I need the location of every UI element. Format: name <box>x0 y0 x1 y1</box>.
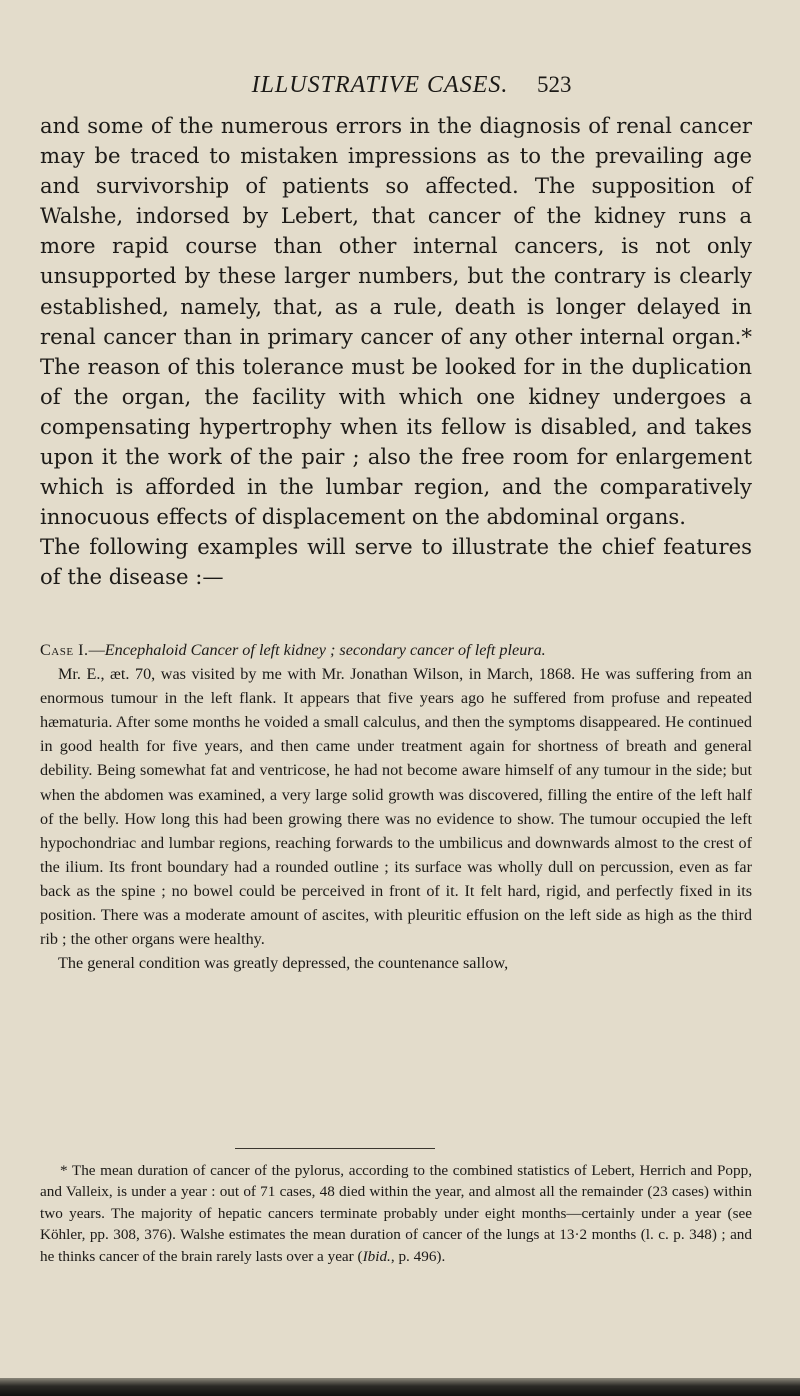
footnote <box>40 1160 752 1267</box>
page-number: 523 <box>537 72 572 97</box>
main-text <box>40 111 752 593</box>
case-paragraph: The general condition was greatly depressed, the countenance sallow, <box>58 954 509 973</box>
case-title: Encephaloid Cancer of left kidney ; secondary cancer of left pleura. <box>104 641 546 659</box>
case-dash: — <box>88 641 105 659</box>
paragraph: and some of the numerous errors in the diagnosis of renal cancer may be traced to mistaken impressions as to the prevailing age and survivorship of patients so affected. The supposition of Walshe, indorsed by Lebert, that cancer of the kidney runs a more rapid course than other internal cancers, is not only unsupported by these larger numbers, but the contrary is clearly established, namely, that, as a rule, death is longer delayed in renal cancer than in primary cancer of any other internal organ.* The reason of this tolerance must be looked for in the duplication of the organ, the facility with which one kidney undergoes a compensating hypertrophy when its fellow is disabled, and takes upon it the work of the pair ; also the free room for enlargement which is afforded in the lumbar region, and the comparatively innocuous effects of displacement on the abdominal organs. <box>40 113 752 530</box>
case-report <box>40 638 752 975</box>
footnote-ibid: Ibid. <box>362 1247 391 1265</box>
footnote-divider <box>235 1148 435 1149</box>
running-head: ILLUSTRATIVE CASES. <box>251 72 509 98</box>
paragraph: The following examples will serve to illustrate the chief features of the disease :— <box>40 534 752 590</box>
footnote-text-end: , p. 496). <box>390 1247 446 1265</box>
case-label: Case I. <box>40 641 89 659</box>
case-paragraph: Mr. E., æt. 70, was visited by me with Mr. Jonathan Wilson, in March, 1868. He was suffering from an enormous tumour in the left flank. It appears that five years ago he suffered from profuse and repeated hæmaturia. After some months he voided a small calculus, and then the symptoms disappeared. He continued in good health for five years, and then came under treatment again for shortness of breath and general debility. Being somewhat fat and ventricose, he had not become aware himself of any tumour in the side; but when the abdomen was examined, a very large solid growth was discovered, filling the entire of the left half of the belly. How long this had been growing there was no evidence to show. The tumour occupied the left hypochondriac and lumbar regions, reaching forwards to the umbilicus and downwards almost to the crest of the ilium. Its front boundary had a rounded outline ; its surface was wholly dull on percussion, even as far back as the spine ; no bowel could be perceived in front of it. It felt hard, rigid, and perfectly fixed in its position. There was a moderate amount of ascites, with pleuritic effusion on the left side as high as the third rib ; the other organs were healthy. <box>40 665 752 949</box>
footnote-text: * The mean duration of cancer of the pylorus, according to the combined statistics of Lebert, Herrich and Popp, and Valleix, is under a year : out of 71 cases, 48 died within the year, and almost all the remainder (23 cases) within two years. The majority of hepatic cancers terminate probably under eight months—certainly under a year (see Köhler, pp. 308, 376). Walshe estimates the mean duration of cancer of the lungs at 13·2 months (l. c. p. 348) ; and he thinks cancer of the brain rarely lasts over a year ( <box>40 1162 752 1265</box>
case-heading <box>40 638 752 662</box>
scan-edge-shadow <box>0 1378 800 1396</box>
